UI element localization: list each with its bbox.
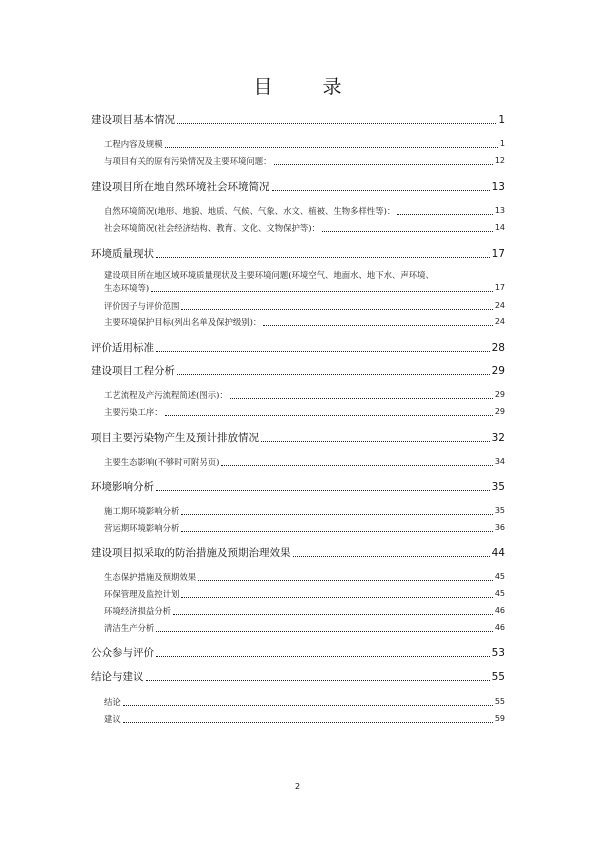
- toc-entry-label: 项目主要污染物产生及预计排放情况: [91, 432, 259, 444]
- toc-entry-natural-env[interactable]: [104, 205, 505, 217]
- toc-entry-monitoring-plan[interactable]: [104, 588, 505, 600]
- toc-entry-label: 自然环境简况(地形、地貌、地质、气候、气象、水文、植被、生物多样性等)：: [104, 206, 396, 216]
- toc-entry-page: 24: [494, 317, 505, 326]
- toc-entry-page: 17: [494, 283, 505, 292]
- toc-entry-page: 1: [498, 114, 505, 126]
- dot-leader: [181, 597, 492, 598]
- toc-entry-process-flow[interactable]: [104, 389, 505, 401]
- toc-entry-conclusion[interactable]: [104, 696, 505, 708]
- toc-entry-cost-benefit[interactable]: [104, 605, 505, 617]
- toc-entry-env-quality[interactable]: [91, 247, 505, 261]
- dot-leader: [397, 214, 493, 215]
- dot-leader: [261, 441, 490, 442]
- toc-entry-page: 29: [491, 365, 505, 377]
- toc-entry-label: 结论与建议: [91, 671, 144, 683]
- toc-entry-label: 建设项目基本情况: [91, 114, 175, 126]
- toc-entry-eco-protection[interactable]: [104, 571, 505, 583]
- toc-entry-label: 主要环境保护目标(列出名单及保护级别)：: [104, 317, 262, 327]
- toc-entry-public-participation[interactable]: [91, 646, 505, 660]
- toc-entry-label: 环境质量现状: [91, 248, 154, 260]
- toc-entry-prevention-measures[interactable]: [91, 546, 505, 560]
- toc-entry-page: 46: [494, 606, 505, 615]
- toc-entry-pollutant-emission[interactable]: [91, 431, 505, 445]
- dot-leader: [123, 722, 493, 723]
- toc-entry-page: 55: [491, 671, 505, 683]
- dot-leader: [181, 514, 492, 515]
- toc-entry-page: 29: [494, 407, 505, 416]
- toc-entry-label: 工艺流程及产污流程简述(图示)：: [104, 390, 228, 400]
- dot-leader: [156, 490, 490, 491]
- toc-entry-engineering-analysis[interactable]: [91, 364, 505, 378]
- page-number: 2: [294, 782, 301, 791]
- dot-leader: [181, 531, 492, 532]
- dot-leader: [177, 123, 496, 124]
- toc-entry-page: 55: [494, 697, 505, 706]
- toc-entry-label: 施工期环境影响分析: [104, 506, 180, 516]
- toc-entry-page: 17: [491, 248, 505, 260]
- toc-entry-protection-targets[interactable]: [104, 316, 505, 328]
- toc-entry-label: 社会环境简况(社会经济结构、教育、文化、文物保护等)：: [104, 223, 320, 233]
- dot-leader: [151, 291, 493, 292]
- dot-leader: [272, 190, 490, 191]
- toc-entry-label: 建设项目拟采取的防治措施及预期治理效果: [91, 547, 291, 559]
- dot-leader: [165, 415, 493, 416]
- toc-entry-label: 营运期环境影响分析: [104, 523, 180, 533]
- dot-leader: [322, 231, 493, 232]
- toc-entry-page: 35: [491, 481, 505, 493]
- toc-entry-label: 主要生态影响(不够时可附另页): [104, 457, 220, 467]
- toc-entry-basic-info[interactable]: [91, 113, 505, 127]
- toc-entry-label: 主要污染工序：: [104, 407, 163, 417]
- toc-entry-natural-social[interactable]: [91, 180, 505, 194]
- toc-entry-page: 29: [494, 390, 505, 399]
- dot-leader: [263, 325, 493, 326]
- toc-entry-label: 建设项目所在地自然环境社会环境简况: [91, 181, 270, 193]
- toc-entry-regional-quality[interactable]: [104, 269, 505, 294]
- toc-entry-impact-analysis[interactable]: [91, 480, 505, 494]
- toc-entry-label: 生态保护措施及预期效果: [104, 572, 197, 582]
- toc-entry-label: 与项目有关的原有污染情况及主要环境问题：: [104, 156, 272, 166]
- dot-leader: [156, 631, 493, 632]
- toc-entry-label-cont: 生态环境等): [104, 283, 150, 293]
- toc-entry-standards[interactable]: [91, 341, 505, 355]
- toc-entry-label: 建议: [104, 714, 121, 724]
- dot-leader: [181, 309, 492, 310]
- toc-entry-eval-factors[interactable]: [104, 300, 505, 312]
- toc-entry-clean-production[interactable]: [104, 622, 505, 634]
- toc-entry-page: 36: [494, 523, 505, 532]
- dot-leader: [156, 257, 490, 258]
- toc-entry-page: 12: [494, 156, 505, 165]
- toc-entry-page: 35: [494, 506, 505, 515]
- toc-entry-page: 13: [491, 181, 505, 193]
- dot-leader: [156, 351, 490, 352]
- toc-entry-label: 建设项目工程分析: [91, 365, 175, 377]
- dot-leader: [274, 164, 493, 165]
- dot-leader: [230, 398, 493, 399]
- dot-leader: [146, 680, 490, 681]
- dot-leader: [293, 556, 490, 557]
- toc-entry-page: 14: [494, 223, 505, 232]
- toc-entry-social-env[interactable]: [104, 222, 505, 234]
- toc-entry-page: 13: [494, 206, 505, 215]
- toc-entry-conclusions[interactable]: [91, 670, 505, 684]
- toc-entry-label: 评价因子与评价范围: [104, 301, 180, 311]
- toc-entry-label: 结论: [104, 697, 121, 707]
- dot-leader: [123, 705, 493, 706]
- dot-leader: [165, 147, 498, 148]
- toc-entry-page: 34: [494, 457, 505, 466]
- dot-leader: [177, 374, 490, 375]
- toc-entry-label: 建设项目所在地区域环境质量现状及主要环境问题(环境空气、地面水、地下水、声环境、: [104, 270, 434, 280]
- toc-entry-page: 53: [491, 647, 505, 659]
- toc-entry-label: 清洁生产分析: [104, 623, 155, 633]
- toc-entry-suggestion[interactable]: [104, 713, 505, 725]
- toc-title: 目录: [253, 76, 392, 98]
- toc-entry-label: 评价适用标准: [91, 342, 154, 354]
- toc-entry-operation-impact[interactable]: [104, 522, 505, 534]
- toc-entry-page: 24: [494, 301, 505, 310]
- toc-entry-page: 45: [494, 589, 505, 598]
- toc-entry-construction-impact[interactable]: [104, 505, 505, 517]
- toc-entry-label: 公众参与评价: [91, 647, 154, 659]
- toc-entry-label: 环境经济损益分析: [104, 606, 171, 616]
- dot-leader: [198, 580, 493, 581]
- toc-entry-eco-impact[interactable]: [104, 456, 505, 468]
- toc-entry-page: 28: [491, 342, 505, 354]
- dot-leader: [156, 656, 490, 657]
- toc-entry-page: 45: [494, 572, 505, 581]
- toc-entry-scope[interactable]: [104, 138, 505, 150]
- toc-entry-existing-pollution[interactable]: [104, 155, 505, 167]
- dot-leader: [173, 614, 493, 615]
- toc-entry-page: 32: [491, 432, 505, 444]
- toc-entry-page: 46: [494, 623, 505, 632]
- toc-entry-page: 59: [494, 714, 505, 723]
- toc-entry-label: 工程内容及规模: [104, 139, 163, 149]
- dot-leader: [221, 465, 492, 466]
- toc-entry-page: 1: [499, 139, 505, 148]
- toc-entry-label: 环保管理及监控计划: [104, 589, 180, 599]
- toc-entry-label: 环境影响分析: [91, 481, 154, 493]
- toc-entry-pollution-process[interactable]: [104, 406, 505, 418]
- toc-entry-page: 44: [491, 547, 505, 559]
